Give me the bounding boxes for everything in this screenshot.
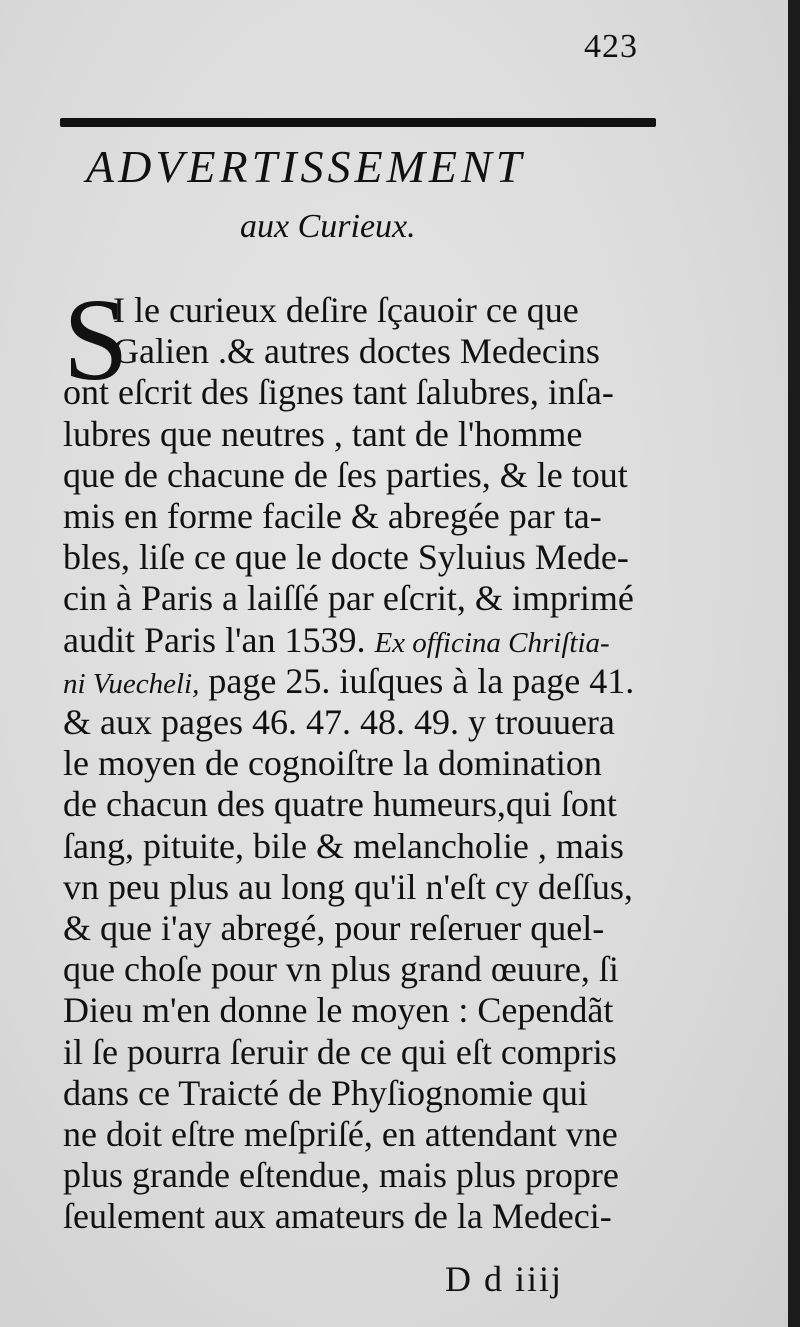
text-line (63, 1196, 612, 1237)
section-heading: ADVERTISSEMENT (86, 141, 526, 192)
roman-text: lubres que neutres , tant de l'homme (63, 413, 583, 454)
text-line (63, 784, 617, 825)
text-line (63, 620, 610, 661)
header-rule (60, 118, 656, 127)
roman-text: dans ce Traicté de Phyſiognomie qui (63, 1072, 588, 1113)
text-line (63, 867, 633, 908)
text-line (63, 414, 582, 455)
section-subheading: aux Curieux. (240, 208, 416, 245)
roman-text: I le curieux deſire ſçauoir ce que (113, 290, 579, 330)
page-number: 423 (584, 28, 638, 65)
text-line (113, 331, 600, 372)
roman-text: bles, liſe ce que le docte Syluius Mede- (63, 537, 629, 578)
roman-text: audit Paris l'an 1539. (63, 619, 375, 660)
text-line (63, 1155, 619, 1196)
roman-text: il ſe pourra ſeruir de ce qui eſt compris (63, 1031, 617, 1072)
text-line (63, 949, 619, 990)
text-line (63, 661, 634, 702)
roman-text: le moyen de cognoiſtre la domination (63, 743, 602, 784)
roman-text: mis en forme facile & abregée par ta- (63, 496, 602, 536)
signature-mark: D d iiij (444, 1259, 563, 1299)
text-line (63, 826, 624, 867)
roman-text: & aux pages 46. 47. 48. 49. y trouuera (63, 702, 615, 742)
roman-text: ne doit eſtre meſpriſé, en attendant vne (63, 1114, 618, 1154)
roman-text: Galien .& autres doctes Medecins (113, 331, 600, 372)
roman-text: Dieu m'en donne le moyen : Cependãt (63, 990, 614, 1031)
text-line (63, 455, 628, 496)
roman-text: que choſe pour vn plus grand œuure, ſi (63, 949, 619, 990)
roman-text: vn peu plus au long qu'il n'eſt cy deſſus, (63, 866, 633, 907)
text-line (63, 372, 614, 413)
drop-cap: S (63, 274, 129, 405)
text-line (63, 578, 634, 619)
roman-text: que de chacune de ſes parties, & le tout (63, 454, 628, 495)
text-line (113, 290, 579, 331)
italic-text: ni Vuecheli, (63, 667, 200, 700)
text-line (63, 496, 602, 537)
text-line (63, 1114, 618, 1155)
text-line (63, 702, 615, 743)
roman-text: cin à Paris a laiſſé par eſcrit, & imprimé (63, 578, 634, 619)
text-line (63, 537, 629, 578)
roman-text: plus grande eſtendue, mais plus propre (63, 1155, 619, 1196)
roman-text: ont eſcrit des ſignes tant ſalubres, inſa- (63, 372, 614, 413)
text-line (63, 743, 602, 784)
roman-text: & que i'ay abregé, pour reſeruer quel- (63, 908, 605, 948)
text-line (63, 1073, 588, 1114)
roman-text: ſang, pituite, bile & melancholie , mais (63, 825, 624, 866)
text-line (63, 1032, 617, 1073)
roman-text: page 25. iuſques à la page 41. (199, 660, 635, 701)
roman-text: de chacun des quatre humeurs,qui ſont (63, 784, 617, 825)
text-line (63, 908, 604, 949)
text-line (63, 990, 613, 1031)
italic-text: Ex officina Chriſtia- (374, 626, 610, 659)
roman-text: ſeulement aux amateurs de la Medeci- (63, 1196, 612, 1237)
